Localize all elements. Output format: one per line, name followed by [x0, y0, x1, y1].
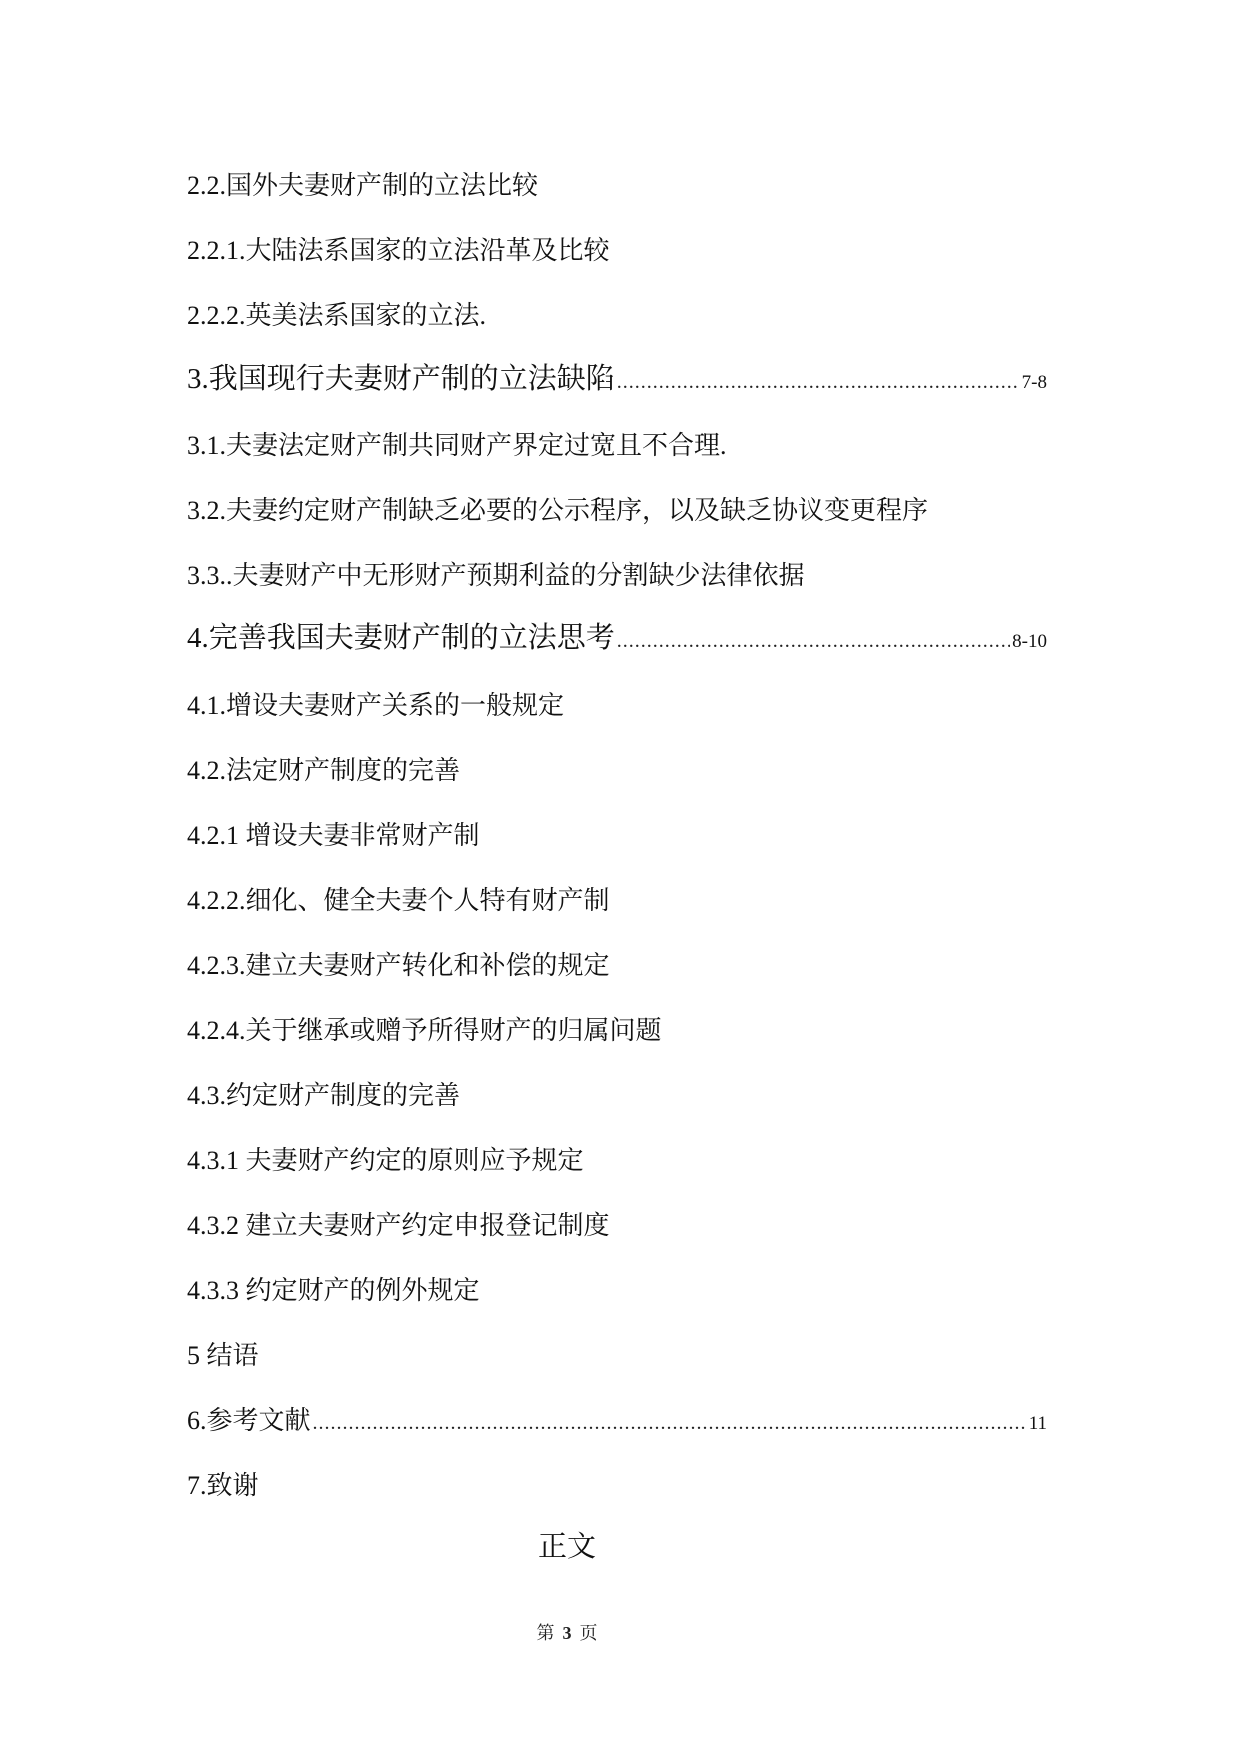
toc-leader-dots	[617, 630, 1010, 653]
toc-entry[interactable]	[187, 490, 1047, 527]
toc-entry[interactable]	[187, 1075, 1047, 1112]
toc-title: 完善我国夫妻财产制的立法思考	[208, 620, 615, 654]
toc-number: 3.2.	[187, 496, 226, 525]
toc-title: 夫妻约定财产制缺乏必要的公示程序，以及缺乏协议变更程序	[226, 496, 929, 526]
toc-entry[interactable]	[187, 1270, 1047, 1307]
toc-entry[interactable]	[187, 425, 1047, 462]
toc-entry[interactable]	[187, 1335, 1047, 1372]
toc-title: 建立夫妻财产转化和补偿的规定	[245, 951, 610, 981]
toc-number: 4.2.3.	[187, 951, 246, 980]
toc-title: 大陆法系国家的立法沿革及比较	[245, 236, 610, 266]
toc-title: 夫妻财产约定的原则应予规定	[245, 1146, 584, 1176]
toc-page-range: 11	[1028, 1413, 1047, 1434]
toc-number: 5	[187, 1341, 207, 1370]
toc-title: 关于继承或赠予所得财产的归属问题	[245, 1016, 662, 1046]
toc-title: 细化、健全夫妻个人特有财产制	[245, 886, 610, 916]
toc-entry[interactable]	[187, 945, 1047, 982]
body-heading: 正文	[537, 1529, 596, 1563]
toc-title: 结语	[206, 1341, 259, 1371]
toc-title: 约定财产的例外规定	[245, 1276, 480, 1306]
toc-page-range: 8-10	[1012, 631, 1047, 652]
toc-number: 4.2.2.	[187, 886, 246, 915]
toc-leader-dots	[617, 371, 1020, 394]
toc-number: 4.3.3	[187, 1276, 246, 1305]
footer-suffix: 页	[579, 1623, 598, 1643]
toc-entry[interactable]	[187, 1010, 1047, 1047]
page-number: 3	[562, 1623, 572, 1643]
toc-number: 4.	[187, 622, 209, 654]
toc-title: 夫妻法定财产制共同财产界定过宽且不合理	[226, 431, 721, 461]
toc-number: 6.	[187, 1406, 207, 1435]
toc-number: 2.2.2.	[187, 301, 246, 330]
toc-entry[interactable]	[187, 1465, 1047, 1502]
toc-title: 法定财产制度的完善	[226, 756, 461, 786]
toc-title: 增设夫妻财产关系的一般规定	[226, 691, 565, 721]
toc-number: 3.1.	[187, 431, 226, 460]
toc-number: 4.2.	[187, 756, 226, 785]
toc-entry[interactable]	[187, 880, 1047, 917]
toc-number: 3.	[187, 363, 209, 395]
toc-page-range: 7-8	[1021, 372, 1047, 393]
toc-entry[interactable]	[187, 1205, 1047, 1242]
toc-entry[interactable]	[187, 230, 1047, 267]
toc-number: 4.2.4.	[187, 1016, 246, 1045]
toc-entry-major[interactable]	[187, 356, 1047, 397]
toc-title: 国外夫妻财产制的立法比较	[226, 171, 539, 201]
toc-entry[interactable]	[187, 1400, 1047, 1437]
toc-number: 2.2.	[187, 171, 226, 200]
toc-title: 参考文献	[206, 1406, 311, 1436]
toc-entry[interactable]	[187, 295, 1047, 332]
toc-leader-dots	[313, 1412, 1027, 1435]
page-footer	[0, 1619, 1134, 1645]
toc-entry[interactable]	[187, 750, 1047, 787]
toc-title: 建立夫妻财产约定申报登记制度	[245, 1211, 610, 1241]
toc-title: 英美法系国家的立法	[245, 301, 480, 331]
toc-title-tail: .	[720, 431, 727, 460]
toc-number: 4.3.1	[187, 1146, 246, 1175]
toc-number: 4.1.	[187, 691, 226, 720]
toc-entry[interactable]	[187, 815, 1047, 852]
toc-entry[interactable]	[187, 555, 1047, 592]
toc-number: 4.3.2	[187, 1211, 246, 1240]
footer-prefix: 第	[536, 1623, 555, 1643]
toc-entry[interactable]	[187, 685, 1047, 722]
toc-title: 约定财产制度的完善	[226, 1081, 461, 1111]
toc-title-tail: .	[479, 301, 487, 330]
toc-title: 夫妻财产中无形财产预期利益的分割缺少法律依据	[232, 561, 805, 591]
toc-title: 致谢	[206, 1471, 259, 1501]
toc-number: 2.2.1.	[187, 236, 246, 265]
toc-number: 4.2.1	[187, 821, 246, 850]
toc-number: 7.	[187, 1471, 207, 1500]
toc-number: 3.3..	[187, 561, 233, 590]
toc-title: 我国现行夫妻财产制的立法缺陷	[208, 361, 615, 395]
toc-entry-major[interactable]	[187, 615, 1047, 656]
toc-entry[interactable]	[187, 1140, 1047, 1177]
toc-number: 4.3.	[187, 1081, 226, 1110]
toc-entry[interactable]	[187, 165, 1047, 202]
toc-title: 增设夫妻非常财产制	[245, 821, 480, 851]
